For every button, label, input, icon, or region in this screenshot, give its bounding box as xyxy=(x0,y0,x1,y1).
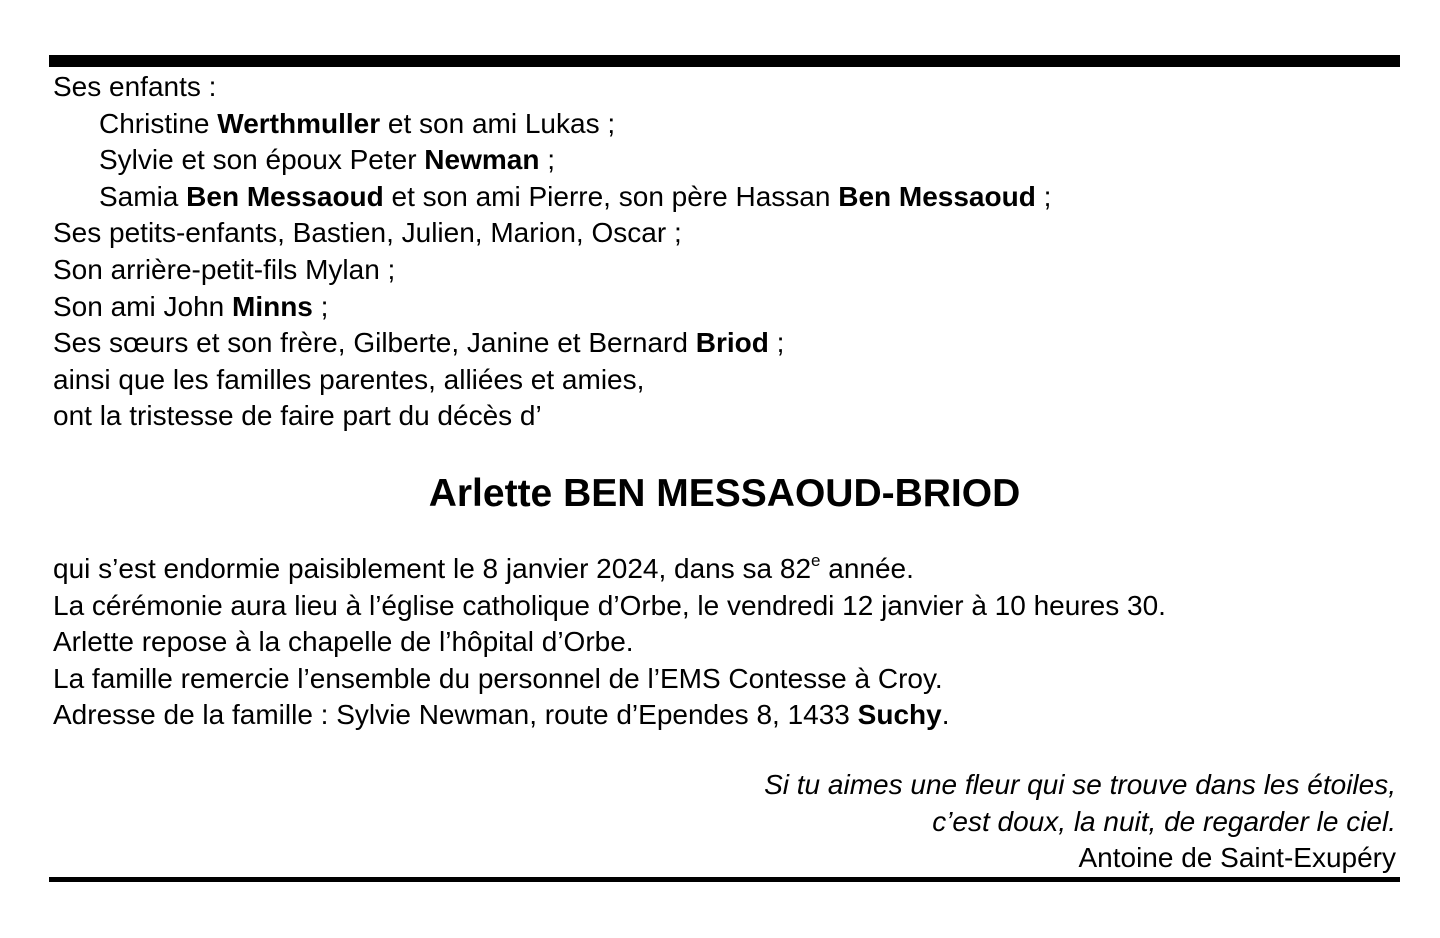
child-rest: ; xyxy=(1035,180,1052,212)
siblings-surname: Briod xyxy=(695,327,769,359)
address-end: . xyxy=(941,699,950,731)
address-city: Suchy xyxy=(857,699,942,731)
passing-text: qui s’est endormie paisiblement le 8 janvier 2024, dans sa 82 xyxy=(53,553,812,584)
deceased-name: Arlette BEN MESSAOUD-BRIOD xyxy=(428,472,1021,515)
child-rest: ; xyxy=(539,144,556,176)
friend-line xyxy=(53,289,1051,326)
quote-line-1: Si tu aimes une fleur qui se trouve dans les étoiles, xyxy=(764,769,1396,800)
child-surname-2: Ben Messaoud xyxy=(838,180,1036,212)
friend-surname: Minns xyxy=(232,290,313,322)
child-first: Sylvie et son époux Peter xyxy=(99,144,425,176)
address-text: Adresse de la famille : Sylvie Newman, route d’Ependes 8, 1433 xyxy=(53,699,858,731)
great-grandchild-line: Son arrière-petit-fils Mylan ; xyxy=(53,253,396,285)
quote-line-2: c’est doux, la nuit, de regarder le ciel. xyxy=(932,805,1396,837)
families-line: ainsi que les familles parentes, alliées et amies, xyxy=(53,363,645,395)
siblings-text: Ses sœurs et son frère, Gilberte, Janine et Bernard xyxy=(53,327,696,359)
siblings-rest: ; xyxy=(768,327,785,359)
child-surname: Werthmuller xyxy=(217,107,381,139)
passing-text-end: année. xyxy=(820,553,914,584)
ordinal-suffix: e xyxy=(811,551,821,570)
address-line xyxy=(53,697,1166,734)
child-line-samia xyxy=(53,179,1051,216)
quote-block xyxy=(764,767,1396,877)
rest-place-line: Arlette repose à la chapelle de l’hôpital d’Orbe. xyxy=(53,626,634,658)
top-border-rule xyxy=(49,55,1400,67)
friend-text: Son ami John xyxy=(53,290,232,322)
child-first: Samia xyxy=(99,180,187,212)
child-middle: et son ami Pierre, son père Hassan xyxy=(383,180,839,212)
children-intro: Ses enfants : xyxy=(53,71,217,102)
child-surname: Newman xyxy=(424,144,540,176)
announcement-line: ont la tristesse de faire part du décès d’ xyxy=(53,400,542,432)
friend-rest: ; xyxy=(312,290,329,322)
passing-line xyxy=(53,551,1166,588)
child-line-christine xyxy=(53,106,1051,143)
quote-author: Antoine de Saint-Exupéry xyxy=(1078,842,1396,874)
bottom-border-rule xyxy=(49,877,1400,882)
grandchildren-line: Ses petits-enfants, Bastien, Julien, Marion, Oscar ; xyxy=(53,217,682,249)
child-rest: et son ami Lukas ; xyxy=(380,107,616,139)
child-line-sylvie xyxy=(53,142,1051,179)
siblings-line xyxy=(53,325,1051,362)
child-surname: Ben Messaoud xyxy=(186,180,384,212)
ceremony-line: La cérémonie aura lieu à l’église catholique d’Orbe, le vendredi 12 janvier à 10 heures 30. xyxy=(53,589,1166,621)
thanks-line: La famille remercie l’ensemble du personnel de l’EMS Contesse à Croy. xyxy=(53,662,943,694)
child-first: Christine xyxy=(99,107,218,139)
details-block xyxy=(53,551,1166,734)
family-list xyxy=(53,69,1051,435)
